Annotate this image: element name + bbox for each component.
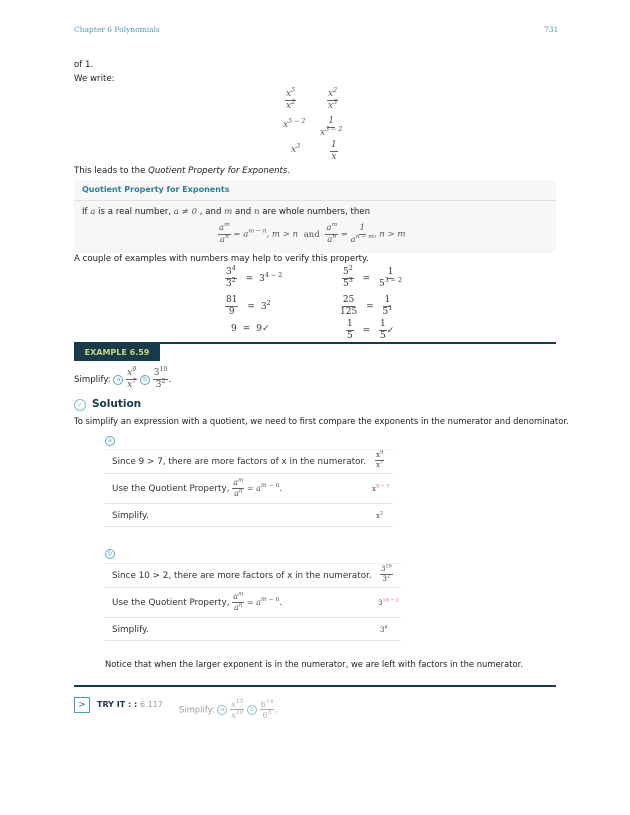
step-b3-result: $3^8$ (380, 624, 388, 634)
step-a1-result: $\frac{x^9}{x^7}$ (376, 449, 384, 469)
step-a1-text: Since 9 > 7, there are more factors of x in the numerator. (112, 457, 367, 467)
num-example-left-3: 9 = 9✓ (231, 324, 270, 334)
step-a2-text: Use the Quotient Property, $\frac{a^m}{a^n}$ = $a^{m - n}$. (112, 477, 283, 498)
solution-part-b-marker: b (105, 543, 115, 562)
example-label: EXAMPLE 6.59 (74, 343, 160, 361)
we-write-right-3: $\frac{1}{x}$ (331, 140, 337, 162)
num-example-right-1: $\frac{5^2}{5^3}$ = $\frac{1}{5^{3 - 2}}$ (343, 265, 403, 289)
try-it-label: TRY IT : : 6.117 (97, 700, 163, 709)
page-number: 731 (544, 25, 559, 34)
step-b1-text: Since 10 > 2, there are more factors of x in the numerator. (112, 571, 372, 581)
row-divider (105, 473, 393, 474)
step-a3-result: $x^2$ (376, 510, 384, 520)
property-divider (74, 200, 556, 201)
intro-line-2: We write: (74, 74, 115, 84)
we-write-left-2: $x^{5 - 2}$ (283, 118, 306, 130)
row-divider (105, 503, 393, 504)
step-a3-text: Simplify. (112, 511, 149, 521)
step-b2-result: $3^{10 - 2}$ (378, 597, 400, 607)
examples-intro: A couple of examples with numbers may help to verify this property. (74, 254, 369, 264)
row-divider (105, 617, 401, 618)
step-a2-result: $x^{9 - 7}$ (372, 483, 390, 493)
we-write-right-1: $\frac{x^2}{x^3}$ (328, 87, 338, 111)
part-a-marker: a (113, 375, 123, 385)
part-b-marker: b (140, 375, 150, 385)
property-title: Quotient Property for Exponents (82, 185, 230, 194)
row-divider (105, 587, 401, 588)
step-b1-result: $\frac{3^{10}}{3^2}$ (381, 563, 392, 583)
property-condition: If a is a real number, a ≠ 0 , and m and n are whole numbers, then (82, 207, 371, 217)
chapter-title: Chapter 6 Polynomials (74, 25, 160, 34)
we-write-left-1: $\frac{x^5}{x^2}$ (286, 87, 296, 111)
we-write-left-3: $x^3$ (291, 143, 301, 155)
solution-part-a-marker: a (105, 430, 115, 449)
intro-line-1: of 1. (74, 60, 94, 70)
num-example-right-3: $\frac{1}{5}$ = $\frac{1}{5}$ ✓ (347, 319, 395, 341)
example-problem: Simplify: a $\frac{x^9}{x^7}$ b $\frac{3^{10}}{3^2}$ . (74, 366, 172, 390)
notice-text: Notice that when the larger exponent is in the numerator, we are left with factors in the numerator. (105, 659, 523, 669)
row-divider (105, 449, 393, 450)
step-b3-text: Simplify. (112, 625, 149, 635)
num-example-left-1: $\frac{3^4}{3^2}$ = $3^{4 - 2}$ (226, 265, 283, 289)
num-example-right-2: $\frac{25}{125}$ = $\frac{1}{5^1}$ (340, 295, 393, 317)
chevron-right-icon[interactable]: > (74, 697, 90, 713)
check-circle-icon: ✓ (74, 399, 86, 411)
row-divider (105, 563, 401, 564)
solution-intro: To simplify an expression with a quotient, we need to first compare the exponents in the numerator and denominator. (74, 416, 569, 426)
try-it-rule (74, 685, 556, 687)
try-it-problem: Simplify: a $\frac{x^{15}}{x^{10}}$ b $\frac{6^{14}}{6^5}$ . (179, 699, 278, 721)
we-write-right-2: $\frac{1}{x^{3 - 2}}$ (320, 116, 343, 138)
solution-title: Solution (92, 398, 142, 410)
step-b2-text: Use the Quotient Property, $\frac{a^m}{a^n}$ = $a^{m - n}$. (112, 591, 283, 612)
row-divider (105, 640, 401, 641)
leads-to-text: This leads to the Quotient Property for Exponents. (74, 166, 291, 176)
row-divider (105, 526, 393, 527)
num-example-left-2: $\frac{81}{9}$ = $3^2$ (226, 295, 271, 317)
property-formula: $\frac{a^m}{a^n}$ = $a^{m - n}$, m > n and $\frac{a^m}{a^n}$ = $\frac{1}{a^{n - m}}$ , n > m (219, 221, 406, 245)
